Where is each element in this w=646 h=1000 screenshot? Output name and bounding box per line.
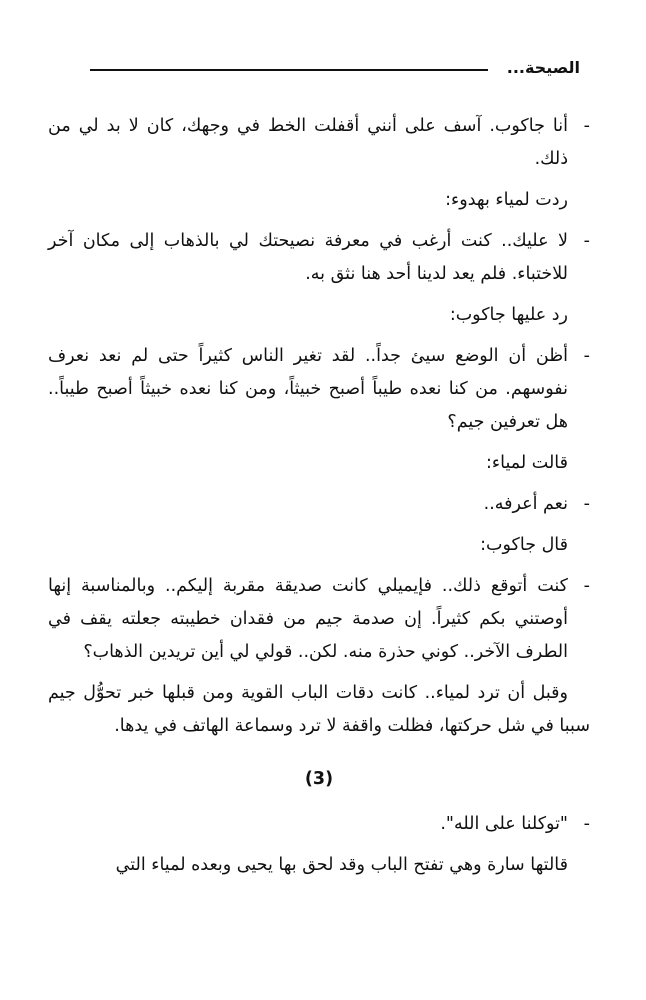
- header-rule: [90, 69, 488, 71]
- page-body: [48, 110, 590, 890]
- narrative-paragraph: قالتها سارة وهي تفتح الباب وقد لحق بها يحيى وبعده لمياء التي: [115, 855, 568, 875]
- narration-line: قالت لمياء:: [486, 453, 568, 473]
- dialog-line: [48, 570, 590, 669]
- dialog-dash: -: [583, 231, 590, 251]
- section-number: (3): [304, 769, 334, 789]
- dialog-line: [48, 340, 590, 439]
- narration-line: رد عليها جاكوب:: [449, 305, 568, 325]
- dialog-dash: -: [583, 576, 590, 596]
- dialog-text: كنت أتوقع ذلك.. فإيميلي كانت صديقة مقربة إليكم.. وبالمناسبة إنها أوصتني بكم كثيراً. إن صدمة جيم من فقدان خطيبته جعلته يقف في الطرف الآخر.. كوني حذرة منه. لكن.. قولي لي أين تريدين الذهاب؟: [48, 576, 568, 662]
- running-title: الصيحة...: [506, 58, 580, 77]
- dialog-dash: -: [583, 116, 590, 136]
- dialog-text: أظن أن الوضع سيئ جداً.. لقد تغير الناس كثيراً حتى لم نعد نعرف نفوسهم. من كنا نعده طيباً أصبح خبيثاً، ومن كنا نعده خبيثاً أصبح طيباً.. هل تعرفين جيم؟: [48, 346, 568, 432]
- dialog-dash: -: [583, 814, 590, 834]
- dialog-line: [48, 225, 590, 291]
- dialog-dash: -: [583, 346, 590, 366]
- running-header: [50, 56, 580, 86]
- dialog-text: أنا جاكوب. آسف على أنني أقفلت الخط في وجهك، كان لا بد لي من ذلك.: [48, 116, 568, 169]
- dialog-text: نعم أعرفه..: [483, 494, 568, 514]
- dialog-text: لا عليك.. كنت أرغب في معرفة نصيحتك لي بالذهاب إلى مكان آخر للاختباء. فلم يعد لدينا أحد هنا نثق به.: [48, 231, 568, 284]
- dialog-line: [48, 110, 590, 176]
- dialog-line: [48, 488, 590, 521]
- narration-line: قال جاكوب:: [480, 535, 568, 555]
- narration-line: ردت لمياء بهدوء:: [445, 190, 568, 210]
- narrative-paragraph: وقبل أن ترد لمياء.. كانت دقات الباب القوية ومن قبلها خبر تحوُّل جيم سببا في شل حركتها، فظلت واقفة لا ترد وسماعة الهاتف في يدها.: [48, 683, 590, 736]
- dialog-text: "توكلنا على الله".: [440, 814, 568, 834]
- dialog-dash: -: [583, 494, 590, 514]
- dialog-line: [48, 808, 590, 841]
